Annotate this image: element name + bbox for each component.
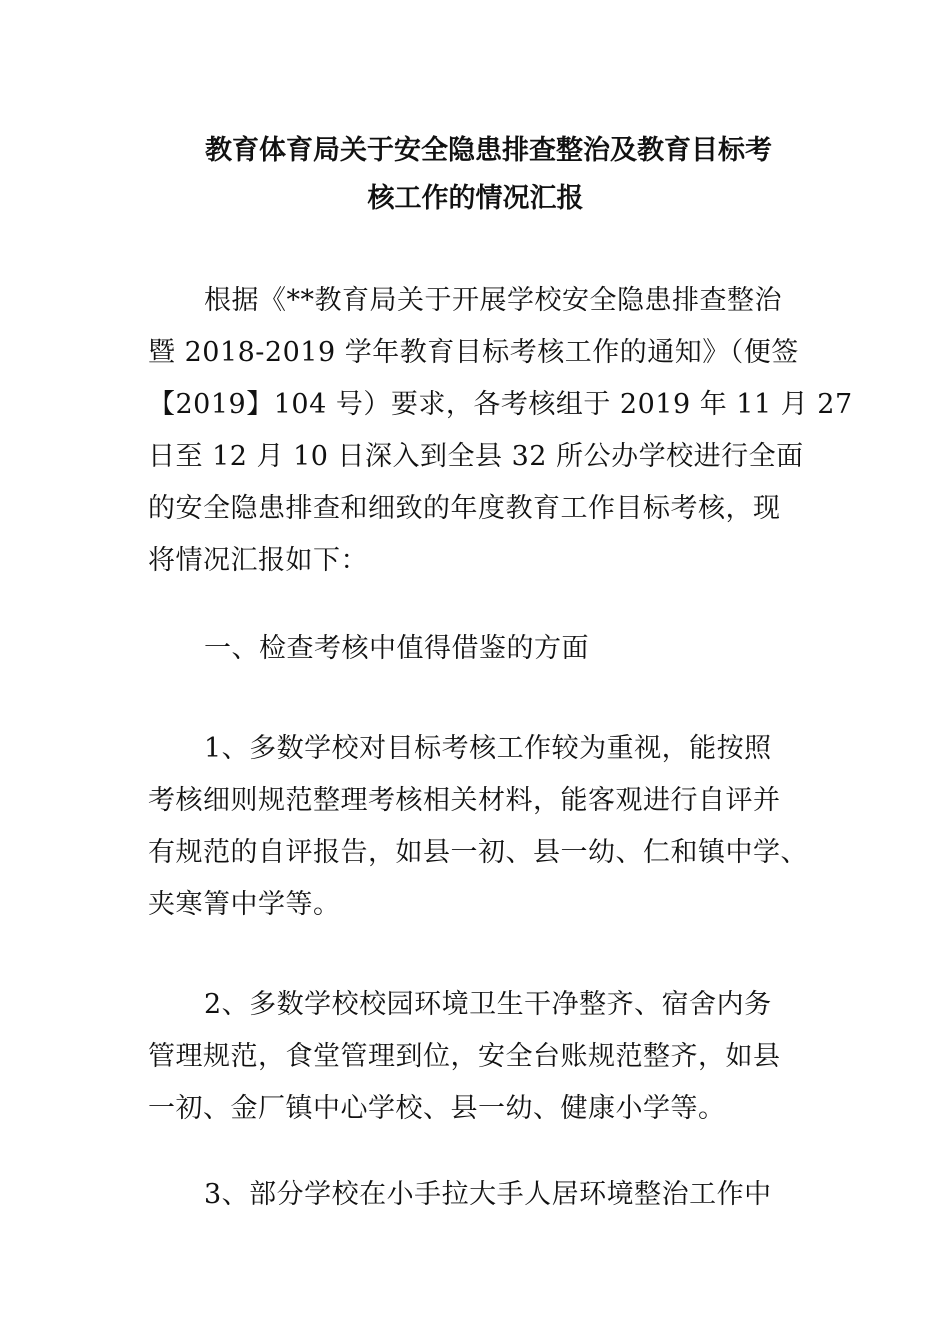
- intro-line-1: 根据《**教育局关于开展学校安全隐患排查整治: [204, 285, 782, 316]
- intro-line-4: 日至 12 月 10 日深入到全县 32 所公办学校进行全面: [148, 441, 804, 472]
- intro-line-3: 【2019】104 号）要求，各考核组于 2019 年 11 月 27: [148, 389, 853, 420]
- item2-line-3: 一初、金厂镇中心学校、县一幼、健康小学等。: [148, 1093, 726, 1124]
- title-line-2: 核工作的情况汇报: [367, 183, 584, 214]
- section-heading-1: 一、检查考核中值得借鉴的方面: [204, 633, 589, 664]
- intro-line-2: 暨 2018-2019 学年教育目标考核工作的通知》（便签: [148, 337, 799, 368]
- title-line-1: 教育体育局关于安全隐患排查整治及教育目标考: [205, 135, 772, 166]
- item2-line-1: 2、多数学校校园环境卫生干净整齐、宿舍内务: [204, 989, 772, 1020]
- item1-line-3: 有规范的自评报告，如县一初、县一幼、仁和镇中学、: [148, 837, 808, 868]
- item1-line-4: 夹寒箐中学等。: [148, 889, 341, 920]
- intro-line-5: 的安全隐患排查和细致的年度教育工作目标考核，现: [148, 493, 781, 524]
- item1-line-1: 1、多数学校对目标考核工作较为重视，能按照: [204, 733, 772, 764]
- item2-line-2: 管理规范，食堂管理到位，安全台账规范整齐，如县: [148, 1041, 781, 1072]
- item3-line-1: 3、部分学校在小手拉大手人居环境整治工作中: [204, 1179, 772, 1210]
- intro-line-6: 将情况汇报如下：: [148, 545, 368, 576]
- document-title: [148, 127, 803, 223]
- item1-line-2: 考核细则规范整理考核相关材料，能客观进行自评并: [148, 785, 781, 816]
